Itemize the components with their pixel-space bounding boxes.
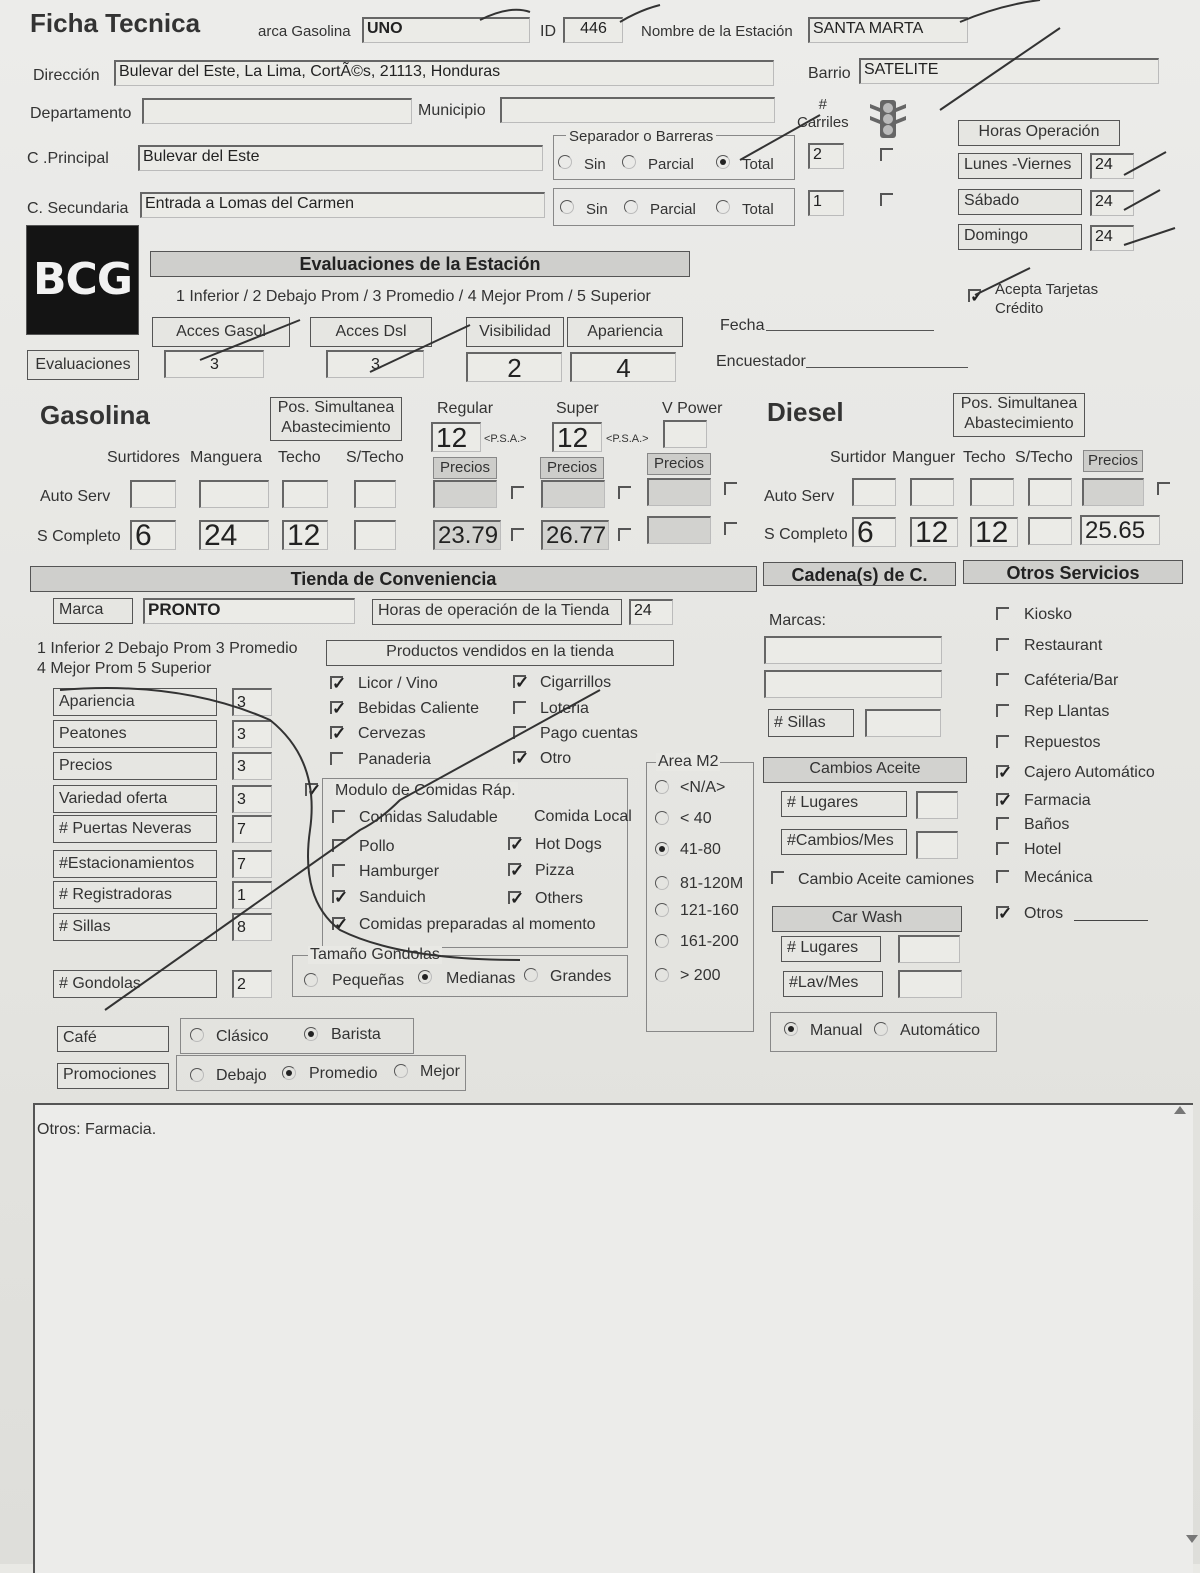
rating-field-8[interactable]: 2 <box>232 970 272 998</box>
scroll-down-icon[interactable] <box>1186 1535 1198 1543</box>
area-radio-3[interactable] <box>655 876 669 890</box>
area-group <box>646 762 754 1032</box>
dsl-auto-manguer[interactable] <box>910 478 954 506</box>
station-label: Nombre de la Estación <box>641 23 793 40</box>
promo-mejor-radio[interactable] <box>394 1064 408 1078</box>
depto-label: Departamento <box>30 105 132 122</box>
area-label-4: 121-160 <box>680 902 739 919</box>
gasolina-title: Gasolina <box>40 400 150 430</box>
aceite-title: Cambios Aceite <box>763 757 967 783</box>
carwash-auto-radio[interactable] <box>874 1022 888 1036</box>
area-radio-4[interactable] <box>655 903 669 917</box>
tienda-marca-field[interactable]: PRONTO <box>143 598 355 624</box>
product-left-label-1: Bebidas Caliente <box>358 700 479 717</box>
carwash-manual-radio[interactable] <box>784 1022 798 1036</box>
otros-label-2: Caféteria/Bar <box>1024 672 1119 689</box>
cafe-barista-label: Barista <box>331 1026 381 1043</box>
dsl-auto-label: Auto Serv <box>764 488 835 505</box>
promo-label: Promociones <box>57 1063 169 1089</box>
lanes-label: # Carriles <box>797 96 849 131</box>
regular-label: Regular <box>437 400 494 417</box>
otros-label-5: Cajero Automático <box>1024 764 1155 781</box>
area-label-6: > 200 <box>680 967 721 984</box>
weekdays-field[interactable]: 24 <box>1090 153 1134 179</box>
station-field[interactable]: SANTA MARTA <box>808 17 968 43</box>
carwash-lav-field[interactable] <box>898 970 962 998</box>
evaluations-button[interactable]: Evaluaciones <box>27 350 139 380</box>
fecha-line[interactable] <box>766 330 934 331</box>
dsl-auto-techo[interactable] <box>970 478 1014 506</box>
comida-left-label-3: Sanduich <box>359 889 426 906</box>
marcas-field-2[interactable] <box>764 670 942 698</box>
product-right-label-0: Cigarrillos <box>540 674 612 691</box>
municipio-label: Municipio <box>418 102 486 119</box>
comida-right-label-0: Hot Dogs <box>535 836 602 853</box>
comida-right-check-1[interactable]: ✓ <box>510 861 525 880</box>
super-pos-field[interactable]: 12 <box>552 422 602 452</box>
gas-col-surtidores: Surtidores <box>107 449 180 466</box>
modulo-checkbox[interactable]: ✓ <box>307 781 322 800</box>
cafe-label: Café <box>57 1026 169 1052</box>
comida-right-label-2: Others <box>535 890 584 907</box>
products-title: Productos vendidos en la tienda <box>326 640 674 666</box>
otros-label-1: Restaurant <box>1024 637 1103 654</box>
cadena-sillas-label: # Sillas <box>768 709 854 737</box>
rating-label-4: # Puertas Neveras <box>53 815 217 843</box>
gas-col-techo: Techo <box>278 449 321 466</box>
product-right-check-1[interactable] <box>513 701 526 714</box>
gas-completo-label: S Completo <box>37 528 121 545</box>
eval-apariencia-label: Apariencia <box>567 317 683 347</box>
gondola-medianas-label: Medianas <box>446 970 516 987</box>
comida-local-label: Comida Local <box>534 808 632 825</box>
marcas-label: Marcas: <box>769 612 826 629</box>
barrier1-total-radio[interactable] <box>716 155 730 169</box>
gas-completo-manguera[interactable]: 24 <box>199 520 269 550</box>
carwash-auto-label: Automático <box>900 1022 981 1039</box>
comida-left-label-2: Hamburger <box>359 863 440 880</box>
dsl-col-surtidor: Surtidor <box>830 449 887 466</box>
product-right-label-1: Loteria <box>540 700 589 717</box>
diesel-title: Diesel <box>767 397 844 427</box>
super-psa: <P.S.A.> <box>606 433 649 445</box>
rating-label-3: Variedad oferta <box>53 785 217 813</box>
cards-checkbox[interactable]: ✓ <box>970 287 985 306</box>
rating-label-1: Peatones <box>53 720 217 748</box>
dsl-auto-surtidor[interactable] <box>852 478 896 506</box>
gas-auto-stecho[interactable] <box>354 480 396 508</box>
precios-vpower-label: Precios <box>647 453 711 475</box>
otros-check-8[interactable] <box>996 842 1009 855</box>
gas-auto-price-vpower[interactable] <box>647 478 711 506</box>
sunday-field[interactable]: 24 <box>1090 225 1134 251</box>
eval-acces-dsl-field[interactable]: 3 <box>326 350 424 378</box>
gas-col-stecho: S/Techo <box>346 449 404 466</box>
eval-acces-gasol-label: Acces Gasol <box>152 317 290 347</box>
precios-regular-label: Precios <box>433 457 497 479</box>
rating-label-7: # Sillas <box>53 913 217 941</box>
product-left-label-3: Panaderia <box>358 751 431 768</box>
gas-auto-manguera[interactable] <box>199 480 269 508</box>
gas-completo-stecho[interactable] <box>354 520 396 550</box>
gas-auto-techo[interactable] <box>282 480 328 508</box>
dsl-col-manguer: Manguer <box>892 449 956 466</box>
otros-line <box>1074 920 1148 921</box>
notes-text: Otros: Farmacia. <box>37 1121 157 1138</box>
address-field[interactable]: Bulevar del Este, La Lima, CortÃ©s, 21113, Honduras <box>114 60 774 86</box>
regular-psa: <P.S.A.> <box>484 433 527 445</box>
otros-title: Otros Servicios <box>963 560 1183 584</box>
gas-auto-label: Auto Serv <box>40 488 111 505</box>
notes-area[interactable] <box>33 1103 1193 1573</box>
cadena-title: Cadena(s) de C. <box>763 562 956 586</box>
rating-field-6[interactable]: 1 <box>232 881 272 909</box>
gondola-medianas-radio[interactable] <box>418 970 432 984</box>
rating-label-0: Apariencia <box>53 688 217 716</box>
cprincipal-label: C .Principal <box>27 150 109 167</box>
barrier-title: Separador o Barreras <box>566 128 716 146</box>
gas-auto-price-super[interactable] <box>541 480 605 508</box>
vpower-pos-field[interactable] <box>663 420 707 448</box>
traffic-light-icon <box>868 98 908 140</box>
barrier2-total-radio[interactable] <box>716 200 730 214</box>
eval-visibilidad-field[interactable]: 2 <box>466 352 562 382</box>
eval-acces-dsl-label: Acces Dsl <box>310 317 432 347</box>
gasolina-pos-label: Pos. Simultanea Abastecimiento <box>270 397 402 441</box>
eval-apariencia-field[interactable]: 4 <box>570 352 676 382</box>
gas-auto-check-vpower[interactable] <box>724 482 737 495</box>
rating-field-4[interactable]: 7 <box>232 815 272 843</box>
brand-label: arca Gasolina <box>258 23 351 40</box>
otros-label-10: Otros <box>1024 905 1064 922</box>
comida-left-check-0[interactable] <box>332 810 345 823</box>
promo-mejor-label: Mejor <box>420 1063 461 1080</box>
barrier1-total-label: Total <box>742 156 774 173</box>
dsl-auto-stecho[interactable] <box>1028 478 1072 506</box>
product-left-check-2[interactable]: ✓ <box>332 724 347 743</box>
municipio-field[interactable] <box>500 97 775 123</box>
evaluations-scale: 1 Inferior / 2 Debajo Prom / 3 Promedio / 4 Mejor Prom / 5 Superior <box>176 288 651 305</box>
comida-left-check-2[interactable] <box>332 864 345 877</box>
carwash-title: Car Wash <box>772 906 962 932</box>
lanes-check-1[interactable] <box>880 148 893 161</box>
carwash-lugares-field[interactable] <box>898 935 960 963</box>
otros-check-0[interactable] <box>996 607 1009 620</box>
lanes-field-2[interactable]: 1 <box>808 190 844 216</box>
lanes-check-2[interactable] <box>880 193 893 206</box>
area-radio-2[interactable] <box>655 842 669 856</box>
eval-acces-gasol-field[interactable]: 3 <box>164 350 264 378</box>
barrier2-parcial-label: Parcial <box>650 201 696 218</box>
saturday-field[interactable]: 24 <box>1090 190 1134 216</box>
comida-left-label-1: Pollo <box>359 838 395 855</box>
area-label-2: 41-80 <box>680 841 721 858</box>
comida-right-label-1: Pizza <box>535 862 575 879</box>
gas-auto-check-regular[interactable] <box>511 486 524 499</box>
gas-col-manguera: Manguera <box>190 449 263 466</box>
promo-promedio-label: Promedio <box>309 1065 378 1082</box>
depto-field[interactable] <box>142 98 412 124</box>
gas-completo-check-regular[interactable] <box>511 528 524 541</box>
gas-auto-price-regular[interactable] <box>433 480 497 508</box>
promo-debajo-radio[interactable] <box>190 1068 204 1082</box>
dsl-completo-label: S Completo <box>764 526 848 543</box>
camiones-label: Cambio Aceite camiones <box>798 871 975 888</box>
barrier1-sin-radio[interactable] <box>558 155 572 169</box>
otros-check-10[interactable]: ✓ <box>998 904 1013 923</box>
gas-completo-price-regular[interactable]: 23.79 <box>433 520 501 550</box>
gondola-pequenas-radio[interactable] <box>304 973 318 987</box>
otros-check-9[interactable] <box>996 870 1009 883</box>
encuestador-label: Encuestador <box>716 353 806 370</box>
dsl-precios-label: Precios <box>1083 450 1143 472</box>
product-right-check-3[interactable]: ✓ <box>515 749 530 768</box>
dsl-col-techo: Techo <box>963 449 1006 466</box>
gas-completo-price-super[interactable]: 26.77 <box>541 520 609 550</box>
otros-check-5[interactable]: ✓ <box>998 763 1013 782</box>
barrier2-sin-radio[interactable] <box>560 200 574 214</box>
logo-text: BCG <box>33 254 132 305</box>
product-left-check-0[interactable]: ✓ <box>332 674 347 693</box>
barrier2-sin-label: Sin <box>586 201 608 218</box>
barrier2-parcial-radio[interactable] <box>624 200 638 214</box>
aceite-lugares-field[interactable] <box>916 791 958 819</box>
vpower-label: V Power <box>662 400 723 417</box>
product-left-label-2: Cervezas <box>358 725 426 742</box>
id-field[interactable]: 446 <box>563 17 623 43</box>
barrier1-sin-label: Sin <box>584 156 606 173</box>
gas-completo-surtidores[interactable]: 6 <box>130 520 176 550</box>
barrier2-total-label: Total <box>742 201 774 218</box>
rating-field-2[interactable]: 3 <box>232 752 272 780</box>
carwash-lugares-label: # Lugares <box>781 936 881 962</box>
otros-check-3[interactable] <box>996 704 1009 717</box>
encuestador-line[interactable] <box>806 367 968 368</box>
dsl-completo-techo[interactable]: 12 <box>970 517 1018 547</box>
comida-right-check-0[interactable]: ✓ <box>510 835 525 854</box>
address-label: Dirección <box>33 67 100 84</box>
csecundaria-field[interactable]: Entrada a Lomas del Carmen <box>140 192 545 218</box>
comida-left-check-3[interactable]: ✓ <box>334 888 349 907</box>
dsl-completo-manguer[interactable]: 12 <box>910 517 958 547</box>
rating-field-0[interactable]: 3 <box>232 688 272 716</box>
aceite-cambios-label: #Cambios/Mes <box>781 829 907 855</box>
barrio-field[interactable]: SATELITE <box>859 58 1159 84</box>
tienda-scale-1: 1 Inferior 2 Debajo Prom 3 Promedio <box>37 640 298 657</box>
product-left-check-3[interactable] <box>330 752 343 765</box>
dsl-auto-check[interactable] <box>1157 482 1170 495</box>
cafe-clasico-radio[interactable] <box>190 1028 204 1042</box>
camiones-checkbox[interactable] <box>771 871 784 884</box>
diesel-pos-label: Pos. Simultanea Abastecimiento <box>953 393 1085 437</box>
otros-label-9: Mecánica <box>1024 869 1093 886</box>
carwash-manual-label: Manual <box>810 1022 863 1039</box>
gas-completo-check-vpower[interactable] <box>724 522 737 535</box>
comida-left-check-4[interactable]: ✓ <box>334 915 349 934</box>
otros-label-7: Baños <box>1024 816 1070 833</box>
sunday-label: Domingo <box>958 224 1082 250</box>
otros-check-7[interactable] <box>996 817 1009 830</box>
tienda-horas-label: Horas de operación de la Tienda <box>372 599 622 625</box>
area-label-0: <N/A> <box>680 779 726 796</box>
gas-auto-surtidores[interactable] <box>130 480 176 508</box>
gas-auto-check-super[interactable] <box>618 486 631 499</box>
aceite-cambios-field[interactable] <box>916 831 958 859</box>
id-label: ID <box>540 23 556 40</box>
rating-label-5: #Estacionamientos <box>53 850 217 878</box>
bcg-logo <box>26 225 139 335</box>
product-right-check-0[interactable]: ✓ <box>515 673 530 692</box>
rating-field-7[interactable]: 8 <box>232 913 272 941</box>
product-left-check-1[interactable]: ✓ <box>332 699 347 718</box>
otros-label-4: Repuestos <box>1024 734 1101 751</box>
dsl-completo-surtidor[interactable]: 6 <box>852 517 896 547</box>
product-right-label-3: Otro <box>540 750 572 767</box>
area-radio-1[interactable] <box>655 811 669 825</box>
dsl-completo-stecho[interactable] <box>1028 517 1072 545</box>
product-right-label-2: Pago cuentas <box>540 725 638 742</box>
gondola-pequenas-label: Pequeñas <box>332 972 405 989</box>
cafe-clasico-label: Clásico <box>216 1028 269 1045</box>
area-radio-5[interactable] <box>655 934 669 948</box>
area-title: Area M2 <box>658 753 719 770</box>
eval-visibilidad-label: Visibilidad <box>466 317 564 347</box>
lanes-field-1[interactable]: 2 <box>808 143 844 169</box>
area-label-5: 161-200 <box>680 933 739 950</box>
product-right-check-2[interactable] <box>513 726 526 739</box>
otros-check-6[interactable]: ✓ <box>998 791 1013 810</box>
dsl-auto-price[interactable] <box>1082 478 1144 506</box>
weekdays-label: Lunes -Viernes <box>958 153 1082 179</box>
otros-label-3: Rep Llantas <box>1024 703 1110 720</box>
carwash-lav-label: #Lav/Mes <box>783 971 883 997</box>
comida-left-label-0: Comidas Saludable <box>359 809 498 826</box>
area-label-3: 81-120M <box>680 875 744 892</box>
rating-label-6: # Registradoras <box>53 881 217 909</box>
barrio-label: Barrio <box>808 65 851 82</box>
modulo-label: Modulo de Comidas Ráp. <box>335 782 516 799</box>
evaluations-title: Evaluaciones de la Estación <box>150 251 690 277</box>
gondola-grandes-label: Grandes <box>550 968 612 985</box>
tienda-horas-field[interactable]: 24 <box>629 599 673 625</box>
rating-field-3[interactable]: 3 <box>232 785 272 813</box>
gondola-grandes-radio[interactable] <box>524 968 538 982</box>
brand-field[interactable]: UNO <box>362 17 530 43</box>
area-label-1: < 40 <box>680 810 712 827</box>
form-title: Ficha Tecnica <box>30 8 201 38</box>
tienda-marca-label: Marca <box>53 598 133 624</box>
cprincipal-field[interactable]: Bulevar del Este <box>138 145 543 171</box>
gas-completo-price-vpower[interactable] <box>647 516 711 544</box>
gas-completo-techo[interactable]: 12 <box>282 520 328 550</box>
area-radio-6[interactable] <box>655 968 669 982</box>
csecundaria-label: C. Secundaria <box>27 200 129 217</box>
gas-completo-check-super[interactable] <box>618 528 631 541</box>
comida-right-check-2[interactable]: ✓ <box>510 889 525 908</box>
fecha-label: Fecha <box>720 317 765 334</box>
super-label: Super <box>556 400 599 417</box>
tienda-title: Tienda de Conveniencia <box>30 566 757 592</box>
aceite-lugares-label: # Lugares <box>781 791 907 817</box>
tienda-scale-2: 4 Mejor Prom 5 Superior <box>37 660 212 677</box>
otros-check-2[interactable] <box>996 673 1009 686</box>
otros-label-0: Kiosko <box>1024 606 1073 623</box>
comida-left-label-4: Comidas preparadas al momento <box>359 916 596 933</box>
rating-field-1[interactable]: 3 <box>232 720 272 748</box>
promo-promedio-radio[interactable] <box>282 1066 296 1080</box>
cadena-sillas-field[interactable] <box>865 709 941 737</box>
rating-label-8: # Gondolas <box>53 970 217 998</box>
marcas-field-1[interactable] <box>764 636 942 664</box>
precios-super-label: Precios <box>540 457 604 479</box>
area-radio-0[interactable] <box>655 780 669 794</box>
otros-check-4[interactable] <box>996 735 1009 748</box>
rating-field-5[interactable]: 7 <box>232 850 272 878</box>
barrier1-parcial-radio[interactable] <box>622 155 636 169</box>
dsl-col-stecho: S/Techo <box>1015 449 1073 466</box>
otros-label-8: Hotel <box>1024 841 1062 858</box>
scroll-up-icon[interactable] <box>1174 1106 1186 1114</box>
comida-left-check-1[interactable] <box>332 839 345 852</box>
gondolas-title: Tamaño Gondolas <box>310 946 440 963</box>
otros-label-6: Farmacia <box>1024 792 1091 809</box>
promo-debajo-label: Debajo <box>216 1067 267 1084</box>
cafe-barista-radio[interactable] <box>304 1027 318 1041</box>
product-left-label-0: Licor / Vino <box>358 675 438 692</box>
barrier1-parcial-label: Parcial <box>648 156 694 173</box>
regular-pos-field[interactable]: 12 <box>431 422 481 452</box>
cards-label: Acepta Tarjetas Crédito <box>995 281 1099 317</box>
saturday-label: Sábado <box>958 189 1082 215</box>
otros-check-1[interactable] <box>996 638 1009 651</box>
rating-label-2: Precios <box>53 752 217 780</box>
dsl-completo-price[interactable]: 25.65 <box>1080 515 1160 545</box>
hours-title: Horas Operación <box>958 120 1120 146</box>
